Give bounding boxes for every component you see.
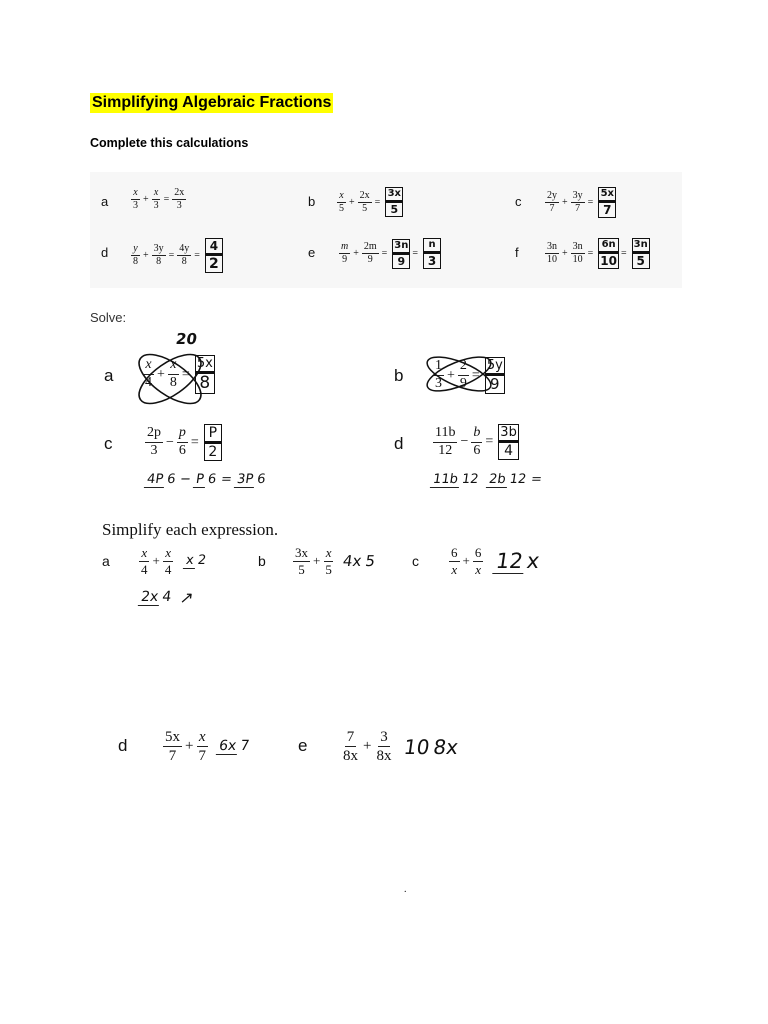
calc-c-expression: $\frac{2y}{7}$ + $\frac{3y}{7}$ = $\frac{5x}{7}$ (544, 187, 616, 218)
solve-d-letter: d (394, 434, 404, 453)
page-title: Simplifying Algebraic Fractions (92, 94, 332, 111)
calc-b-letter: b (308, 194, 316, 209)
solve-c-handwritten-work: 4P 6 − P 6 = 3P 6 (144, 472, 269, 488)
solve-c-letter: c (104, 434, 113, 453)
simplify-e-expression: $\frac{7}{8x}$ + $\frac{3}{8x}$ 108x (343, 729, 461, 764)
simplify-a-answer: x 2 (183, 553, 209, 569)
simplify-c-letter: c (412, 553, 419, 569)
calc-d-letter: d (101, 245, 109, 260)
simplify-b-letter: b (258, 553, 266, 569)
solve-a-letter: a (104, 366, 114, 385)
calc-b-expression: $\frac{x}{5}$ + $\frac{2x}{5}$ = $\frac{3x}{5}$ (336, 187, 403, 217)
solve-d-expression: $\frac{11b}{12}$ − $\frac{b}{6}$ = $\frac{3b}{4}$ (435, 424, 517, 459)
solve-b-cross-out-scribble (422, 350, 496, 398)
simplify-a-letter: a (102, 553, 110, 569)
calc-e-answer: $\frac{3n}{9}$ (394, 239, 409, 268)
simplify-c-answer: 12x (493, 549, 544, 574)
solve-heading: Solve: (90, 310, 127, 325)
arrow-icon: ↗ (178, 588, 195, 607)
calc-f-simplified: $\frac{3n}{5}$ (633, 239, 648, 268)
simplify-b-answer: 4x5 (341, 552, 377, 571)
solve-d-answer: $\frac{3b}{4}$ (500, 425, 517, 459)
solve-b-letter: b (394, 366, 404, 385)
simplify-heading: Simplify each expression. (102, 520, 279, 539)
simplify-a-handwritten-work: 2x 4 ↗ (138, 588, 194, 607)
simplify-e-letter: e (298, 736, 308, 755)
calc-d-expression: $\frac{y}{8}$ + $\frac{3y}{8}$ = $\frac{4y}{8}$ = $\frac{4}{2}$ (130, 238, 223, 273)
calc-a-expression: $\frac{x}{3}$ + $\frac{x}{3}$ = $\frac{2x}{3}$ (133, 187, 185, 211)
simplify-a-expression: $\frac{x}{4}$ + $\frac{x}{4}$ x 2 (141, 545, 208, 577)
solve-a-scribble-number: 20 (174, 330, 199, 348)
calc-c-answer: $\frac{5x}{7}$ (598, 187, 616, 218)
simplify-e-answer: 108x (402, 734, 461, 759)
calc-b-answer: $\frac{3x}{5}$ (385, 187, 403, 217)
calc-d-answer: $\frac{4}{2}$ (205, 238, 223, 273)
simplify-c-expression: $\frac{6}{x}$ + $\frac{6}{x}$ 12x (451, 545, 542, 577)
solve-a-expression: $\frac{x}{4}$ + $\frac{x}{8}$ = $\frac{5x}{8}$ (145, 356, 213, 393)
solve-b-answer: $\frac{5y}{9}$ (486, 358, 503, 393)
solve-a-answer: $\frac{5x}{8}$ (196, 356, 213, 393)
calc-e-simplified: $\frac{n}{3}$ (423, 238, 441, 269)
simplify-d-answer: 6x 7 (216, 738, 252, 755)
footer-dot: . (404, 884, 407, 895)
simplify-d-letter: d (118, 736, 128, 755)
simplify-d-expression: $\frac{5x}{7}$ + $\frac{x}{7}$ 6x 7 (165, 729, 251, 764)
calc-a-letter: a (101, 194, 109, 209)
simplify-b-expression: $\frac{3x}{5}$ + $\frac{x}{5}$ 4x5 (295, 545, 377, 577)
calc-f-answer: $\frac{6n}{10}$ (600, 239, 617, 268)
solve-b-expression: $\frac{1}{3}$ + $\frac{2}{9}$ = $\frac{5y}{9}$ (435, 358, 503, 393)
solve-c-expression: $\frac{2p}{3}$ − $\frac{p}{6}$ = $\frac{P}{2}$ (144, 424, 222, 461)
calc-f-letter: f (515, 245, 519, 260)
calc-e-expression: $\frac{m}{9}$ + $\frac{2m}{9}$ = $\frac{3n}{9}$ = $\frac{n}{3}$ (338, 238, 441, 269)
solve-d-handwritten-work: 11b 12 2b 12 = (430, 472, 544, 488)
calc-c-letter: c (515, 194, 522, 209)
calc-f-expression: $\frac{3n}{10}$ + $\frac{3n}{10}$ = $\frac{6n}{10}$ = $\frac{3n}{5}$ (547, 239, 648, 268)
solve-c-answer: $\frac{P}{2}$ (204, 424, 222, 461)
calc-e-letter: e (308, 245, 316, 260)
instructions-heading: Complete this calculations (90, 136, 249, 150)
